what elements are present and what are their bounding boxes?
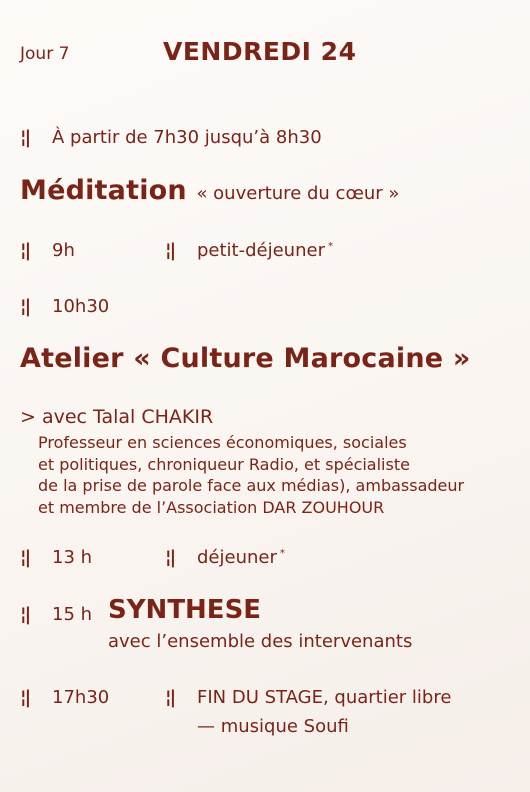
- meditation-heading: [20, 175, 399, 206]
- separator-icon: ¦|: [20, 687, 30, 708]
- meditation-title: Méditation: [20, 175, 187, 206]
- separator-icon: ¦|: [165, 547, 175, 568]
- separator-icon: ¦|: [20, 604, 30, 625]
- session-time: À partir de 7h30 jusqu’à 8h30: [52, 127, 322, 148]
- separator-icon: ¦|: [20, 296, 30, 317]
- speaker-bio: [38, 432, 464, 518]
- meditation-subtitle: « ouverture du cœur »: [196, 183, 400, 204]
- bio-line: et politiques, chroniqueur Radio, et spécialiste: [38, 454, 410, 474]
- date-title: VENDREDI 24: [163, 37, 357, 66]
- day-label: Jour 7: [20, 44, 70, 64]
- separator-icon: ¦|: [20, 547, 30, 568]
- speaker-name: > avec Talal CHAKIR: [20, 406, 214, 428]
- separator-icon: ¦|: [20, 127, 30, 148]
- footnote-mark: *: [279, 548, 285, 559]
- bio-line: Professeur en sciences économiques, sociales: [38, 433, 407, 452]
- synthese-title: SYNTHESE: [108, 595, 262, 625]
- session-time: 17h30: [52, 687, 110, 708]
- session-time: 10h30: [52, 296, 110, 317]
- bio-line: et membre de l’Association DAR ZOUHOUR: [38, 497, 385, 517]
- atelier-title: Atelier « Culture Marocaine »: [20, 343, 471, 374]
- separator-icon: ¦|: [165, 240, 175, 261]
- session-label-text: déjeuner: [197, 547, 277, 568]
- separator-icon: ¦|: [165, 687, 175, 708]
- session-time: 13 h: [52, 547, 93, 568]
- session-time: 15 h: [52, 604, 93, 625]
- footnote-mark: *: [327, 241, 333, 252]
- session-label-line2: — musique Soufi: [197, 716, 349, 737]
- separator-icon: ¦|: [20, 240, 30, 261]
- synthese-subtitle: avec l’ensemble des intervenants: [108, 631, 413, 652]
- session-label: FIN DU STAGE, quartier libre: [197, 687, 452, 708]
- session-label-text: petit-déjeuner: [197, 240, 325, 261]
- session-label: [197, 547, 285, 568]
- bio-line: de la prise de parole face aux médias), ambassadeur: [38, 476, 465, 495]
- session-label: [197, 240, 333, 261]
- session-time: 9h: [52, 240, 75, 261]
